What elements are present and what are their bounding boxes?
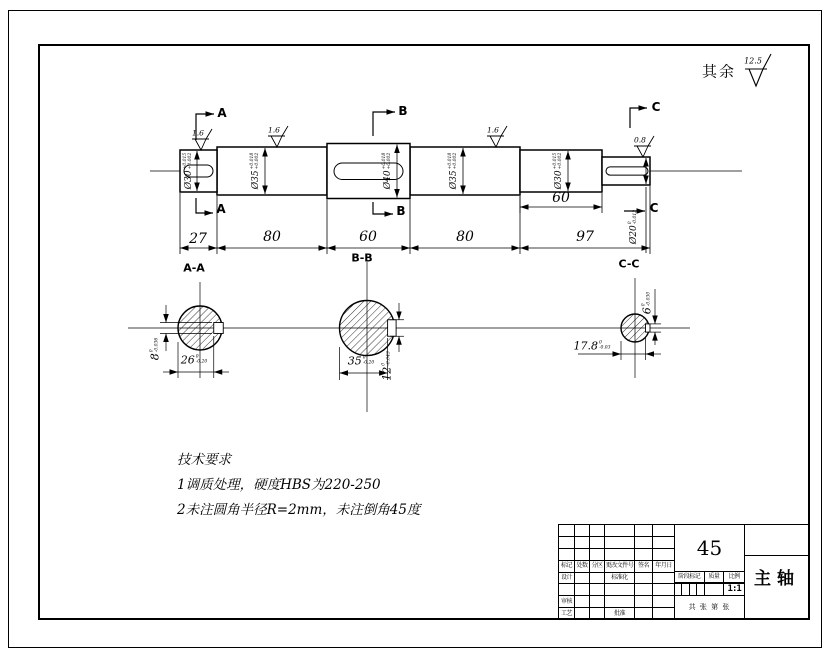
title-block — [558, 524, 810, 620]
section-title-cc: C-C — [618, 257, 640, 271]
tech-req-title: 技术要求 — [177, 452, 231, 468]
tech-req-line2: 2未注圆角半径R=2mm，未注倒角45度 — [177, 502, 421, 518]
dim-60: 60 — [359, 229, 377, 245]
surplus-roughness-value: 12.5 — [744, 56, 762, 66]
section-dim-lines — [160, 289, 661, 380]
marker-b-bottom: B — [396, 204, 406, 218]
col-date: 年月日 — [653, 561, 674, 573]
aa-height-dim: 8 0 -0.036 — [148, 337, 162, 361]
roughness-value-1: 1.6 — [192, 128, 204, 138]
stage-mark-label: 阶段标记 — [675, 572, 705, 583]
title-block-middle — [674, 525, 744, 619]
section-title-aa: A-A — [183, 261, 205, 275]
material-grade: 45 — [675, 525, 744, 572]
dim-80-right: 80 — [456, 229, 474, 245]
dim-97: 97 — [576, 229, 594, 245]
roughness-value-2: 1.6 — [268, 125, 280, 135]
col-mark: 标记 — [559, 561, 575, 573]
part-name: 主轴 — [754, 569, 800, 590]
marker-a-bottom: A — [216, 202, 226, 216]
approve-label: 批准 — [605, 608, 635, 619]
marker-c-bottom: C — [649, 201, 659, 215]
tech-req-line1: 1调质处理，硬度HBS为220-250 — [177, 477, 381, 493]
standardization-label: 标准化 — [605, 573, 635, 585]
revision-header-row — [559, 561, 674, 573]
dia-label-35-right: Ø35 +0.018 +0.002 — [448, 152, 459, 190]
technical-requirements — [177, 448, 420, 523]
bb-height-dim: 12 0 -0.043 — [380, 351, 394, 381]
roughness-value-4: 0.8 — [634, 135, 646, 145]
drawing-number-box — [745, 525, 809, 556]
roughness-symbols — [192, 54, 771, 157]
marker-b-top: B — [398, 104, 408, 118]
scale-value: 1:1 — [727, 583, 741, 594]
dim-60-upper: 60 — [552, 190, 570, 206]
process-label: 工艺 — [559, 608, 575, 619]
dia-label-30-left: Ø30 +0.015 +0.002 — [183, 152, 194, 190]
title-block-right — [744, 525, 809, 619]
title-block-revision-grid — [559, 525, 674, 619]
col-count: 处数 — [575, 561, 590, 573]
cc-height-dim: 6 0 -0.030 — [640, 291, 654, 315]
sheet-count: 共 张 第 张 — [688, 603, 731, 612]
marker-c-top: C — [651, 100, 661, 114]
design-label: 设计 — [559, 573, 575, 585]
dim-27: 27 — [189, 231, 207, 247]
roughness-value-3: 1.6 — [487, 125, 499, 135]
surplus-label: 其余 — [701, 62, 737, 81]
col-change-file: 更改文件号 — [605, 561, 635, 573]
dia-label-30-right: Ø30 +0.015 +0.002 — [553, 152, 564, 190]
dia-label-40: Ø40 +0.018 +0.002 — [382, 152, 393, 190]
bb-width-dim: 35 0 -0.20 — [347, 354, 375, 368]
aa-width-dim: 26 0 -0.20 — [180, 353, 208, 367]
scale-label: 比例 — [724, 572, 744, 583]
dim-80-left: 80 — [263, 229, 281, 245]
weight-label: 质量 — [705, 572, 725, 583]
col-signature: 签名 — [635, 561, 653, 573]
col-zone: 分区 — [590, 561, 605, 573]
marker-a-top: A — [217, 106, 227, 120]
dia-label-20: Ø20 0 -0.013 — [628, 209, 639, 245]
dia-label-35-left: Ø35 +0.018 +0.002 — [250, 152, 261, 190]
section-title-bb: B-B — [351, 251, 373, 265]
review-label: 审核 — [559, 596, 575, 608]
cc-width-dim: 17.8 0 -0.03 — [573, 339, 611, 353]
